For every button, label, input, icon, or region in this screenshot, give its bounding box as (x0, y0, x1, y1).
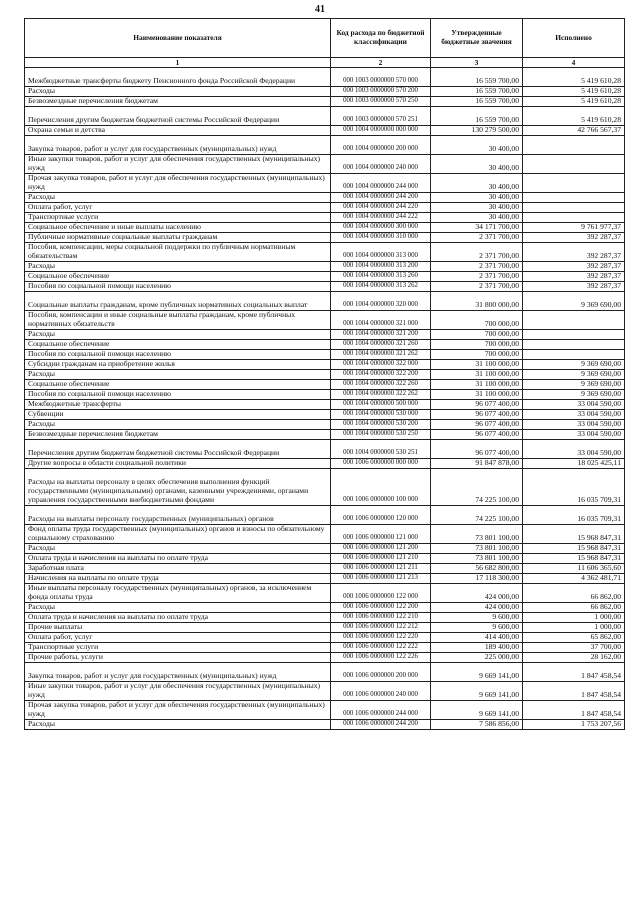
indicator-name-cell: Безвозмездные перечисления бюджетам (25, 430, 331, 440)
executed-value-cell: 33 004 590,00 (523, 440, 625, 459)
budget-code-cell: 000 1006 0000000 121 211 (331, 564, 431, 574)
executed-value-cell (523, 340, 625, 350)
budget-code-cell: 000 1004 0000000 530 250 (331, 430, 431, 440)
table-row (25, 653, 625, 663)
executed-value-cell: 1 847 458,54 (523, 701, 625, 720)
page-number: 41 (315, 4, 325, 15)
executed-value-cell: 33 004 590,00 (523, 410, 625, 420)
approved-value-cell: 189 400,00 (431, 643, 523, 653)
indicator-name-cell: Субвенции (25, 410, 331, 420)
executed-value-cell: 15 968 847,31 (523, 544, 625, 554)
approved-value-cell: 9 669 141,00 (431, 663, 523, 682)
table-row (25, 554, 625, 564)
table-row (25, 584, 625, 603)
executed-value-cell: 28 162,00 (523, 653, 625, 663)
approved-value-cell: 96 077 400,00 (431, 410, 523, 420)
indicator-name-cell: Прочая закупка товаров, работ и услуг для обеспечения государственных (муниципальных) нужд (25, 174, 331, 193)
budget-code-cell: 000 1006 0000000 121 210 (331, 554, 431, 564)
budget-code-cell: 000 1004 0000000 200 000 (331, 136, 431, 155)
indicator-name-cell: Транспортные услуги (25, 643, 331, 653)
table-row (25, 603, 625, 613)
approved-value-cell: 73 801 100,00 (431, 554, 523, 564)
approved-value-cell: 7 586 856,00 (431, 720, 523, 730)
indicator-name-cell: Другие вопросы в области социальной политики (25, 459, 331, 469)
approved-value-cell: 2 371 700,00 (431, 233, 523, 243)
executed-value-cell: 9 369 690,00 (523, 292, 625, 311)
indicator-name-cell: Иные выплаты персоналу государственных (муниципальных) органов, за исключением фонда оплаты труда (25, 584, 331, 603)
table-row (25, 420, 625, 430)
header-name: Наименование показателя (25, 19, 331, 58)
header-approved: Утвержденные бюджетные значения (431, 19, 523, 58)
table-row (25, 574, 625, 584)
table-row (25, 97, 625, 107)
table-row (25, 525, 625, 544)
indicator-name-cell: Транспортные услуги (25, 213, 331, 223)
executed-value-cell (523, 203, 625, 213)
executed-value-cell: 1 753 207,56 (523, 720, 625, 730)
executed-value-cell: 1 000,00 (523, 613, 625, 623)
executed-value-cell: 33 004 590,00 (523, 430, 625, 440)
indicator-name-cell: Межбюджетные трансферты (25, 400, 331, 410)
table-row (25, 174, 625, 193)
approved-value-cell: 31 800 000,00 (431, 292, 523, 311)
budget-code-cell: 000 1004 0000000 244 200 (331, 193, 431, 203)
budget-code-cell: 000 1004 0000000 244 220 (331, 203, 431, 213)
executed-value-cell: 1 847 458,54 (523, 682, 625, 701)
budget-code-cell: 000 1006 0000000 122 000 (331, 584, 431, 603)
indicator-name-cell: Расходы (25, 420, 331, 430)
table-row (25, 613, 625, 623)
indicator-name-cell: Прочие работы, услуги (25, 653, 331, 663)
executed-value-cell: 1 847 458,54 (523, 663, 625, 682)
budget-code-cell: 000 1006 0000000 100 000 (331, 469, 431, 506)
approved-value-cell: 31 100 000,00 (431, 370, 523, 380)
budget-code-cell: 000 1006 0000000 200 000 (331, 663, 431, 682)
budget-code-cell: 000 1004 0000000 240 000 (331, 155, 431, 174)
executed-value-cell: 66 862,00 (523, 584, 625, 603)
approved-value-cell: 96 077 400,00 (431, 420, 523, 430)
approved-value-cell: 16 559 700,00 (431, 68, 523, 87)
executed-value-cell: 11 606 365,60 (523, 564, 625, 574)
indicator-name-cell: Заработная плата (25, 564, 331, 574)
table-row (25, 633, 625, 643)
budget-code-cell: 000 1004 0000000 530 200 (331, 420, 431, 430)
approved-value-cell: 9 600,00 (431, 613, 523, 623)
executed-value-cell: 392 287,37 (523, 243, 625, 262)
executed-value-cell: 66 862,00 (523, 603, 625, 613)
indicator-name-cell: Начисления на выплаты по оплате труда (25, 574, 331, 584)
indicator-name-cell: Расходы (25, 370, 331, 380)
executed-value-cell: 9 761 977,37 (523, 223, 625, 233)
indicator-name-cell: Закупка товаров, работ и услуг для государственных (муниципальных) нужд (25, 136, 331, 155)
table-row (25, 410, 625, 420)
budget-code-cell: 000 1006 0000000 122 220 (331, 633, 431, 643)
budget-code-cell: 000 1004 0000000 320 000 (331, 292, 431, 311)
approved-value-cell: 34 171 700,00 (431, 223, 523, 233)
budget-code-cell: 000 1006 0000000 000 000 (331, 459, 431, 469)
indicator-name-cell: Охрана семьи и детства (25, 126, 331, 136)
approved-value-cell: 225 000,00 (431, 653, 523, 663)
table-row (25, 440, 625, 459)
executed-value-cell (523, 311, 625, 330)
approved-value-cell: 74 225 100,00 (431, 469, 523, 506)
column-number: 2 (331, 58, 431, 68)
indicator-name-cell: Социальное обеспечение и иные выплаты населению (25, 223, 331, 233)
table-row (25, 243, 625, 262)
approved-value-cell: 700 000,00 (431, 330, 523, 340)
table-row (25, 193, 625, 203)
indicator-name-cell: Прочие выплаты (25, 623, 331, 633)
indicator-name-cell: Расходы (25, 193, 331, 203)
indicator-name-cell: Прочая закупка товаров, работ и услуг для обеспечения государственных (муниципальных) нужд (25, 701, 331, 720)
executed-value-cell: 5 419 610,28 (523, 107, 625, 126)
indicator-name-cell: Оплата работ, услуг (25, 633, 331, 643)
executed-value-cell: 392 287,37 (523, 282, 625, 292)
budget-code-cell: 000 1004 0000000 300 000 (331, 223, 431, 233)
table-row (25, 213, 625, 223)
executed-value-cell: 15 968 847,31 (523, 525, 625, 544)
budget-code-cell: 000 1006 0000000 122 226 (331, 653, 431, 663)
executed-value-cell: 5 419 610,28 (523, 68, 625, 87)
table-row (25, 469, 625, 506)
executed-value-cell: 1 000,00 (523, 623, 625, 633)
executed-value-cell (523, 350, 625, 360)
indicator-name-cell: Расходы (25, 720, 331, 730)
table-row (25, 272, 625, 282)
indicator-name-cell: Иные закупки товаров, работ и услуг для обеспечения государственных (муниципальных) нужд (25, 682, 331, 701)
table-row (25, 682, 625, 701)
approved-value-cell: 9 600,00 (431, 623, 523, 633)
table-row (25, 68, 625, 87)
indicator-name-cell: Пособия по социальной помощи населению (25, 390, 331, 400)
approved-value-cell: 16 559 700,00 (431, 107, 523, 126)
indicator-name-cell: Оплата труда и начисления на выплаты по оплате труда (25, 554, 331, 564)
indicator-name-cell: Субсидии гражданам на приобретение жилья (25, 360, 331, 370)
table-row (25, 360, 625, 370)
table-row (25, 203, 625, 213)
budget-code-cell: 000 1003 0000000 570 000 (331, 68, 431, 87)
executed-value-cell: 4 362 481,71 (523, 574, 625, 584)
table-body (25, 68, 625, 730)
budget-code-cell: 000 1006 0000000 240 000 (331, 682, 431, 701)
table-row (25, 292, 625, 311)
table-row (25, 282, 625, 292)
table-row (25, 430, 625, 440)
executed-value-cell: 392 287,37 (523, 272, 625, 282)
budget-code-cell: 000 1004 0000000 530 000 (331, 410, 431, 420)
budget-code-cell: 000 1004 0000000 244 222 (331, 213, 431, 223)
budget-code-cell: 000 1006 0000000 122 222 (331, 643, 431, 653)
indicator-name-cell: Расходы на выплаты персоналу государственных (муниципальных) органов (25, 506, 331, 525)
executed-value-cell: 9 369 690,00 (523, 370, 625, 380)
budget-code-cell: 000 1003 0000000 570 200 (331, 87, 431, 97)
budget-code-cell: 000 1006 0000000 120 000 (331, 506, 431, 525)
approved-value-cell: 9 669 141,00 (431, 682, 523, 701)
table-row (25, 136, 625, 155)
executed-value-cell: 392 287,37 (523, 262, 625, 272)
budget-code-cell: 000 1004 0000000 000 000 (331, 126, 431, 136)
budget-code-cell: 000 1006 0000000 122 200 (331, 603, 431, 613)
approved-value-cell: 56 682 800,00 (431, 564, 523, 574)
indicator-name-cell: Социальное обеспечение (25, 380, 331, 390)
indicator-name-cell: Фонд оплаты труда государственных (муниципальных) органов и взносы по обязательному социальному страхованию (25, 525, 331, 544)
table-row (25, 262, 625, 272)
executed-value-cell: 5 419 610,28 (523, 87, 625, 97)
header-code: Код расхода по бюджетной классификации (331, 19, 431, 58)
indicator-name-cell: Оплата работ, услуг (25, 203, 331, 213)
executed-value-cell (523, 213, 625, 223)
approved-value-cell: 30 400,00 (431, 203, 523, 213)
approved-value-cell: 31 100 000,00 (431, 380, 523, 390)
indicator-name-cell: Расходы (25, 330, 331, 340)
budget-code-cell: 000 1006 0000000 122 212 (331, 623, 431, 633)
executed-value-cell (523, 193, 625, 203)
approved-value-cell: 700 000,00 (431, 340, 523, 350)
budget-code-cell: 000 1003 0000000 570 251 (331, 107, 431, 126)
column-number: 3 (431, 58, 523, 68)
approved-value-cell: 96 077 400,00 (431, 440, 523, 459)
approved-value-cell: 30 400,00 (431, 136, 523, 155)
executed-value-cell: 5 419 610,28 (523, 97, 625, 107)
indicator-name-cell: Социальное обеспечение (25, 272, 331, 282)
budget-code-cell: 000 1004 0000000 313 262 (331, 282, 431, 292)
executed-value-cell: 16 035 709,31 (523, 469, 625, 506)
approved-value-cell: 91 847 878,00 (431, 459, 523, 469)
budget-code-cell: 000 1004 0000000 321 000 (331, 311, 431, 330)
indicator-name-cell: Пособия по социальной помощи населению (25, 282, 331, 292)
table-row (25, 400, 625, 410)
table-row (25, 126, 625, 136)
approved-value-cell: 30 400,00 (431, 213, 523, 223)
table-row (25, 233, 625, 243)
table-row (25, 720, 625, 730)
budget-code-cell: 000 1004 0000000 313 200 (331, 262, 431, 272)
approved-value-cell: 9 669 141,00 (431, 701, 523, 720)
approved-value-cell: 73 801 100,00 (431, 544, 523, 554)
indicator-name-cell: Оплата труда и начисления на выплаты по оплате труда (25, 613, 331, 623)
table-row (25, 459, 625, 469)
executed-value-cell: 15 968 847,31 (523, 554, 625, 564)
budget-code-cell: 000 1004 0000000 313 260 (331, 272, 431, 282)
approved-value-cell: 2 371 700,00 (431, 282, 523, 292)
column-number: 1 (25, 58, 331, 68)
executed-value-cell: 37 700,00 (523, 643, 625, 653)
executed-value-cell: 9 369 690,00 (523, 390, 625, 400)
approved-value-cell: 73 801 100,00 (431, 525, 523, 544)
header-executed: Исполнено (523, 19, 625, 58)
executed-value-cell: 65 862,00 (523, 633, 625, 643)
executed-value-cell: 33 004 590,00 (523, 420, 625, 430)
executed-value-cell: 42 766 567,37 (523, 126, 625, 136)
indicator-name-cell: Расходы (25, 262, 331, 272)
budget-code-cell: 000 1006 0000000 121 200 (331, 544, 431, 554)
indicator-name-cell: Пособия, компенсации и иные социальные выплаты гражданам, кроме публичных нормативных обязательств (25, 311, 331, 330)
budget-code-cell: 000 1003 0000000 570 250 (331, 97, 431, 107)
table-row (25, 663, 625, 682)
executed-value-cell: 392 287,37 (523, 233, 625, 243)
budget-code-cell: 000 1004 0000000 321 262 (331, 350, 431, 360)
approved-value-cell: 2 371 700,00 (431, 262, 523, 272)
approved-value-cell: 424 000,00 (431, 603, 523, 613)
budget-code-cell: 000 1004 0000000 530 251 (331, 440, 431, 459)
budget-code-cell: 000 1004 0000000 322 200 (331, 370, 431, 380)
indicator-name-cell: Расходы на выплаты персоналу в целях обеспечения выполнения функций государственными (муниципальными) органами, казенными учреждениями, органами управления государственными внебюджетными фондами (25, 469, 331, 506)
budget-code-cell: 000 1004 0000000 322 000 (331, 360, 431, 370)
table-row (25, 370, 625, 380)
budget-code-cell: 000 1004 0000000 321 260 (331, 340, 431, 350)
indicator-name-cell: Межбюджетные трансферты бюджету Пенсионного фонда Российской Федерации (25, 68, 331, 87)
approved-value-cell: 74 225 100,00 (431, 506, 523, 525)
indicator-name-cell: Перечисления другим бюджетам бюджетной системы Российской Федерации (25, 107, 331, 126)
table-row (25, 350, 625, 360)
budget-code-cell: 000 1006 0000000 122 210 (331, 613, 431, 623)
approved-value-cell: 30 400,00 (431, 193, 523, 203)
executed-value-cell: 16 035 709,31 (523, 506, 625, 525)
executed-value-cell: 18 025 425,11 (523, 459, 625, 469)
indicator-name-cell: Иные закупки товаров, работ и услуг для обеспечения государственных (муниципальных) нужд (25, 155, 331, 174)
indicator-name-cell: Расходы (25, 87, 331, 97)
approved-value-cell: 424 000,00 (431, 584, 523, 603)
column-number: 4 (523, 58, 625, 68)
table-row (25, 340, 625, 350)
budget-execution-table (24, 18, 625, 730)
approved-value-cell: 130 279 500,00 (431, 126, 523, 136)
indicator-name-cell: Социальное обеспечение (25, 340, 331, 350)
table-header-row (25, 19, 625, 58)
table-row (25, 330, 625, 340)
executed-value-cell: 9 369 690,00 (523, 360, 625, 370)
executed-value-cell: 9 369 690,00 (523, 380, 625, 390)
table-row (25, 564, 625, 574)
budget-code-cell: 000 1006 0000000 244 000 (331, 701, 431, 720)
executed-value-cell: 33 004 590,00 (523, 400, 625, 410)
approved-value-cell: 31 100 000,00 (431, 360, 523, 370)
budget-code-cell: 000 1004 0000000 310 000 (331, 233, 431, 243)
approved-value-cell: 2 371 700,00 (431, 272, 523, 282)
table-row (25, 506, 625, 525)
approved-value-cell: 16 559 700,00 (431, 87, 523, 97)
budget-code-cell: 000 1004 0000000 313 000 (331, 243, 431, 262)
approved-value-cell: 31 100 000,00 (431, 390, 523, 400)
table-row (25, 643, 625, 653)
approved-value-cell: 30 400,00 (431, 174, 523, 193)
indicator-name-cell: Безвозмездные перечисления бюджетам (25, 97, 331, 107)
indicator-name-cell: Расходы (25, 603, 331, 613)
indicator-name-cell: Перечисления другим бюджетам бюджетной системы Российской Федерации (25, 440, 331, 459)
approved-value-cell: 700 000,00 (431, 350, 523, 360)
executed-value-cell (523, 330, 625, 340)
approved-value-cell: 2 371 700,00 (431, 243, 523, 262)
executed-value-cell (523, 155, 625, 174)
budget-code-cell: 000 1004 0000000 321 200 (331, 330, 431, 340)
budget-code-cell: 000 1004 0000000 322 260 (331, 380, 431, 390)
budget-code-cell: 000 1006 0000000 121 000 (331, 525, 431, 544)
executed-value-cell (523, 136, 625, 155)
indicator-name-cell: Пособия, компенсации, меры социальной поддержки по публичным нормативным обязательствам (25, 243, 331, 262)
column-number-row (25, 58, 625, 68)
budget-code-cell: 000 1004 0000000 244 000 (331, 174, 431, 193)
table-row (25, 155, 625, 174)
table-row (25, 107, 625, 126)
approved-value-cell: 17 118 300,00 (431, 574, 523, 584)
table-row (25, 87, 625, 97)
indicator-name-cell: Социальные выплаты гражданам, кроме публичных нормативных социальных выплат (25, 292, 331, 311)
approved-value-cell: 30 400,00 (431, 155, 523, 174)
indicator-name-cell: Расходы (25, 544, 331, 554)
approved-value-cell: 96 077 400,00 (431, 430, 523, 440)
table-row (25, 311, 625, 330)
indicator-name-cell: Пособия по социальной помощи населению (25, 350, 331, 360)
table-row (25, 380, 625, 390)
budget-code-cell: 000 1006 0000000 244 200 (331, 720, 431, 730)
table-row (25, 544, 625, 554)
approved-value-cell: 16 559 700,00 (431, 97, 523, 107)
table-row (25, 390, 625, 400)
approved-value-cell: 96 077 400,00 (431, 400, 523, 410)
budget-code-cell: 000 1004 0000000 322 262 (331, 390, 431, 400)
approved-value-cell: 414 400,00 (431, 633, 523, 643)
table-row (25, 223, 625, 233)
table-row (25, 701, 625, 720)
indicator-name-cell: Публичные нормативные социальные выплаты гражданам (25, 233, 331, 243)
approved-value-cell: 700 000,00 (431, 311, 523, 330)
budget-code-cell: 000 1006 0000000 121 213 (331, 574, 431, 584)
table-row (25, 623, 625, 633)
budget-code-cell: 000 1004 0000000 500 000 (331, 400, 431, 410)
executed-value-cell (523, 174, 625, 193)
indicator-name-cell: Закупка товаров, работ и услуг для государственных (муниципальных) нужд (25, 663, 331, 682)
